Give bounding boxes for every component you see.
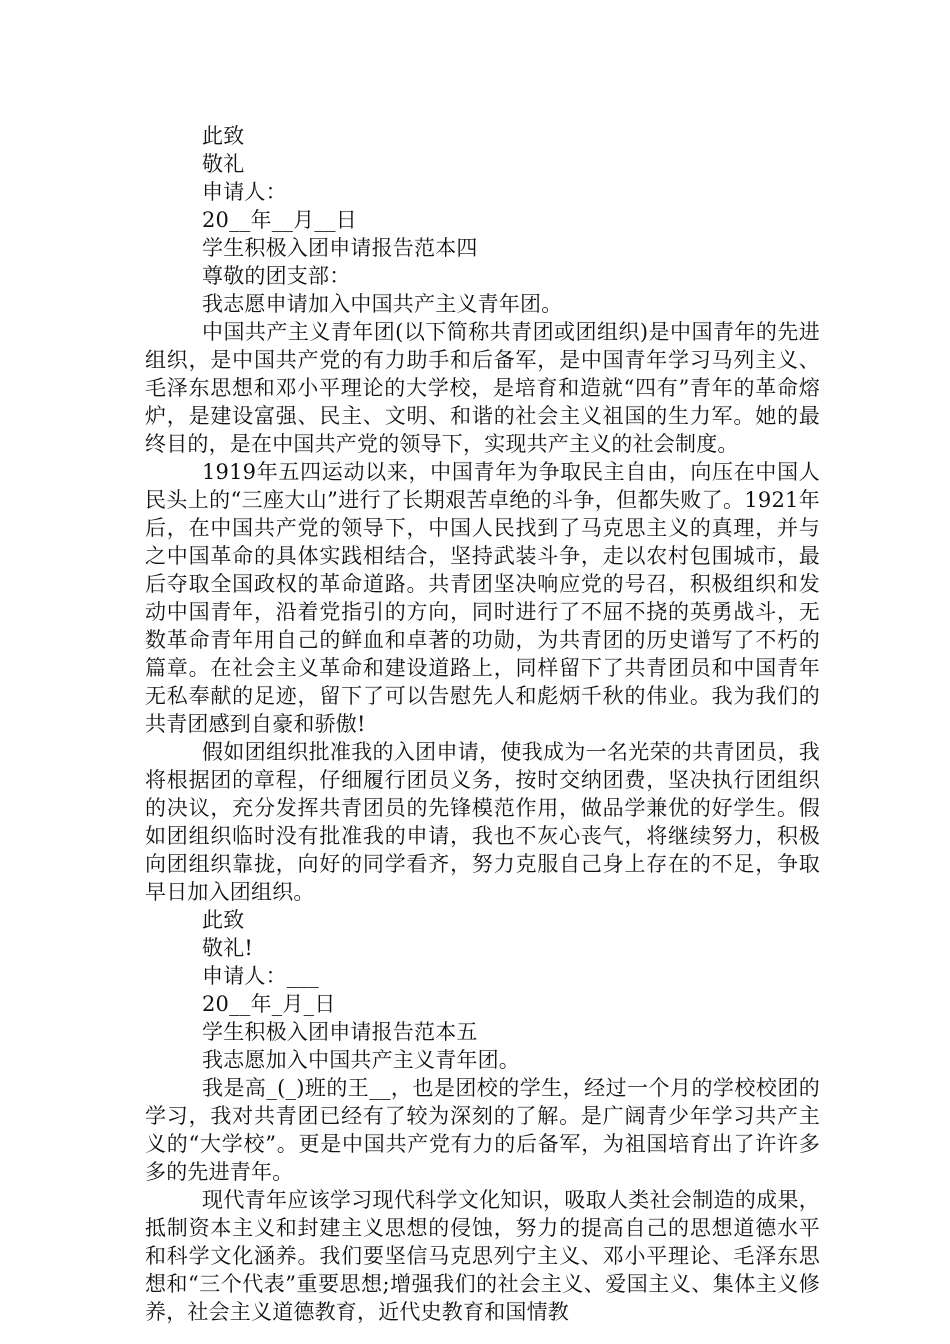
body-paragraph: 我是高_(_)班的王__，也是团校的学生，经过一个月的学校校团的学习，我对共青团已经有了较为深刻的了解。是广阔青少年学习共产主义的“大学校”。更是中国共产党有力的后备军，为祖国培育出了许许多多的先进青年。 <box>145 1076 820 1184</box>
applicant-signature-line: 申请人： <box>202 180 287 204</box>
body-paragraph: 假如团组织批准我的入团申请，使我成为一名光荣的共青团员，我将根据团的章程，仔细履行团员义务，按时交纳团费，坚决执行团组织的决议，充分发挥共青团员的先锋模范作用，做品学兼优的好学生。假如团组织临时没有批准我的申请，我也不灰心丧气，将继续努力，积极向团组织靠拢，向好的同学看齐，努力克服自己身上存在的不足，争取早日加入团组织。 <box>145 740 820 904</box>
date-line: 20__年_月_日 <box>202 992 336 1016</box>
body-paragraph: 1919年五四运动以来，中国青年为争取民主自由，向压在中国人民头上的“三座大山”进行了长期艰苦卓绝的斗争，但都失败了。1921年后，在中国共产党的领导下，中国人民找到了马克思主义的真理，并与之中国革命的具体实践相结合，坚持武装斗争，走以农村包围城市，最后夺取全国政权的革命道路。共青团坚决响应党的号召，积极组织和发动中国青年，沿着党指引的方向，同时进行了不屈不挠的英勇战斗，无数革命青年用自己的鲜血和卓著的功勋，为共青团的历史谱写了不朽的篇章。在社会主义革命和建设道路上，同样留下了共青团员和中国青年无私奉献的足迹，留下了可以告慰先人和彪炳千秋的伟业。我为我们的共青团感到自豪和骄傲! <box>145 460 820 736</box>
section-title: 学生积极入团申请报告范本五 <box>202 1020 478 1044</box>
body-paragraph: 中国共产主义青年团(以下简称共青团或团组织)是中国青年的先进组织，是中国共产党的有力助手和后备军，是中国青年学习马列主义、毛泽东思想和邓小平理论的大学校，是培育和造就“四有”青年的革命熔炉，是建设富强、民主、文明、和谐的社会主义祖国的生力军。她的最终目的，是在中国共产党的领导下，实现共产主义的社会制度。 <box>145 320 820 456</box>
intro-statement: 我志愿加入中国共产主义青年团。 <box>202 1048 520 1072</box>
date-line: 20__年__月__日 <box>202 208 357 232</box>
closing-regards: 敬礼! <box>202 936 254 960</box>
intro-statement: 我志愿申请加入中国共产主义青年团。 <box>202 292 563 316</box>
addressee-line: 尊敬的团支部： <box>202 264 351 288</box>
closing-regards: 敬礼 <box>202 152 245 176</box>
applicant-signature-line: 申请人：___ <box>202 964 319 988</box>
document-body <box>145 122 820 1326</box>
closing-salutation: 此致 <box>202 908 245 932</box>
section-title: 学生积极入团申请报告范本四 <box>202 236 478 260</box>
closing-salutation: 此致 <box>202 124 245 148</box>
body-paragraph: 现代青年应该学习现代科学文化知识，吸取人类社会制造的成果，抵制资本主义和封建主义思想的侵蚀，努力的提高自己的思想道德水平和科学文化涵养。我们要坚信马克思列宁主义、邓小平理论、毛泽东思想和“三个代表”重要思想;增强我们的社会主义、爱国主义、集体主义修养，社会主义道德教育，近代史教育和国情教 <box>145 1188 820 1324</box>
